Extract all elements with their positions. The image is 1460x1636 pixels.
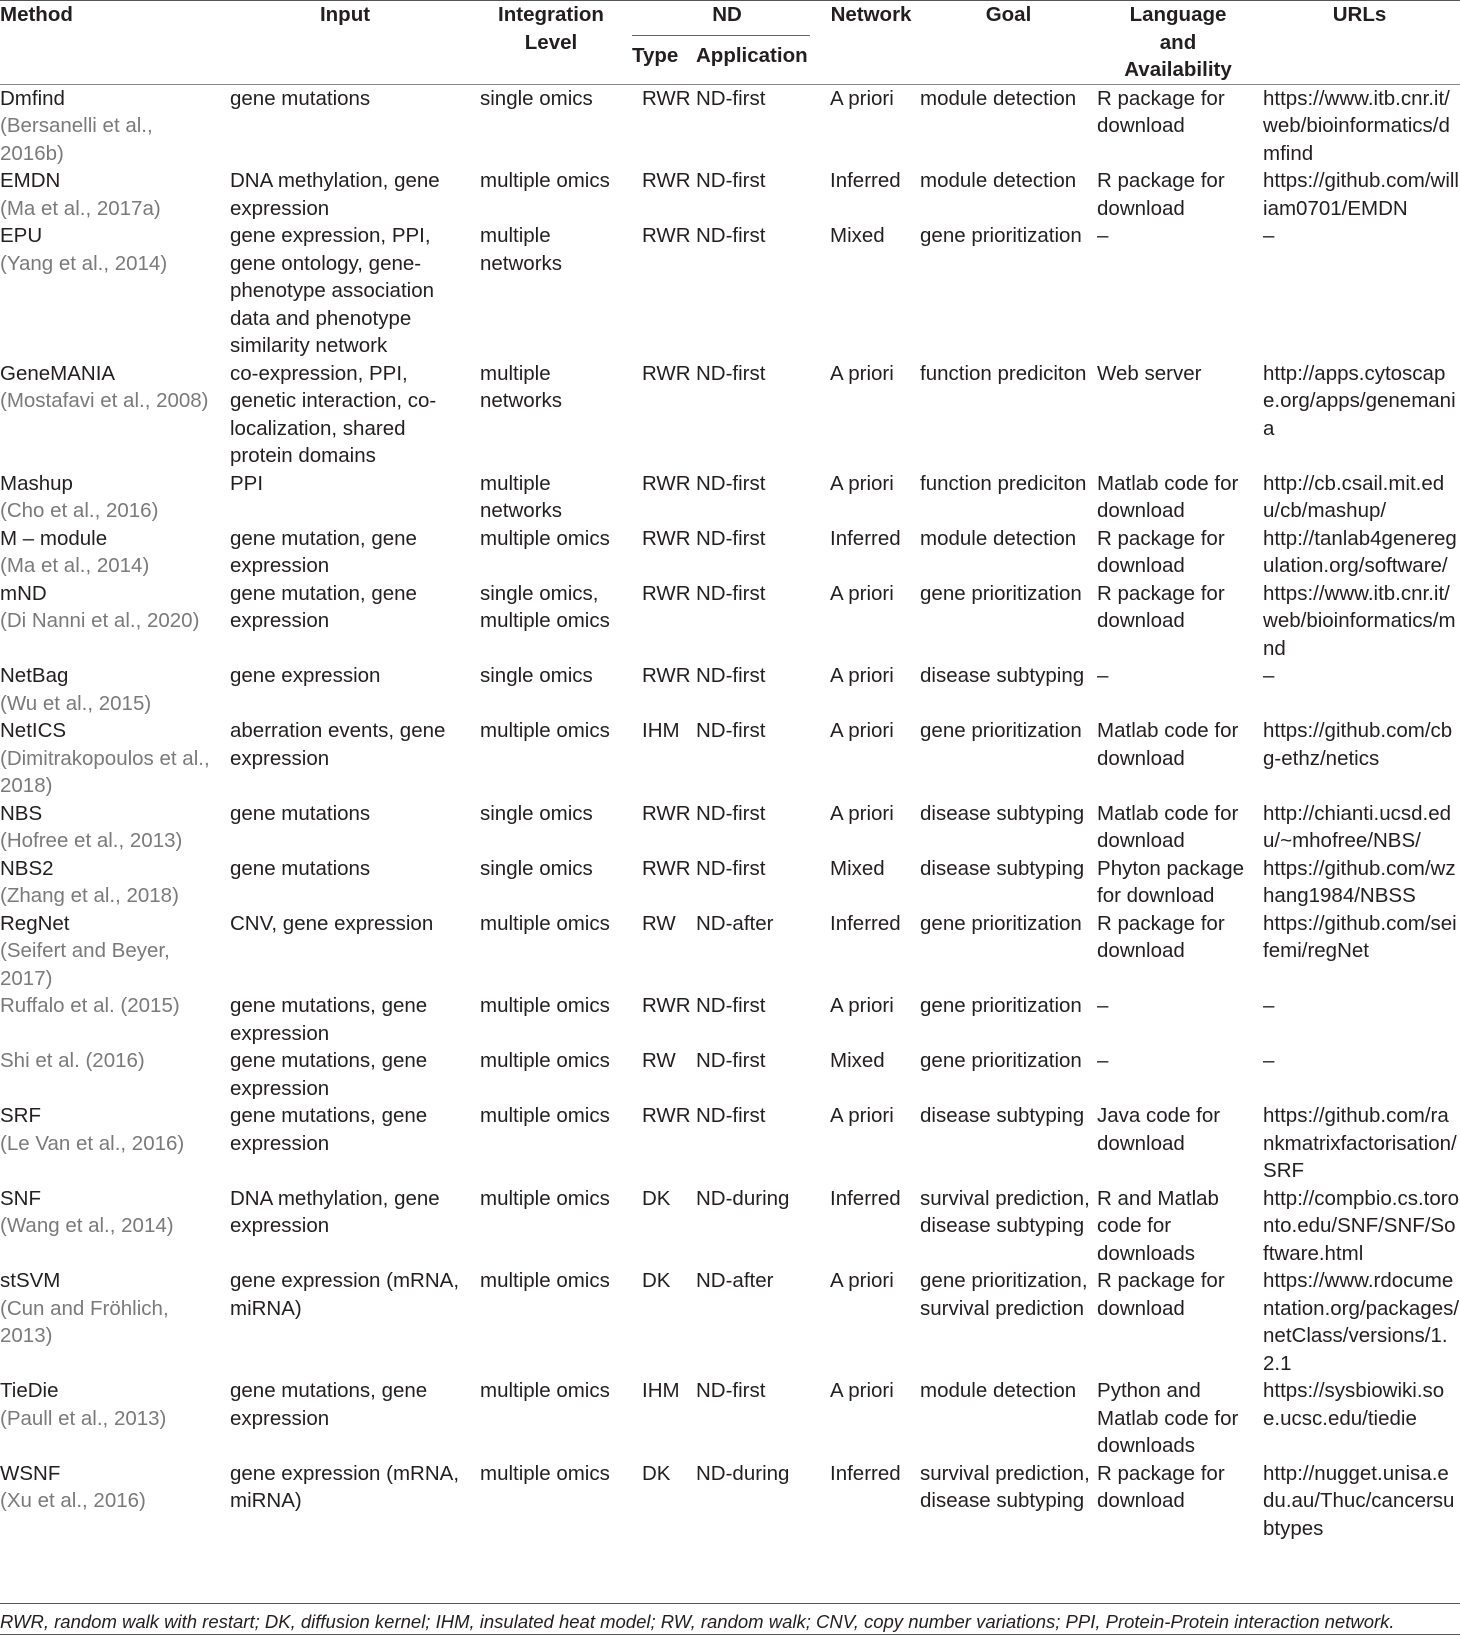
method-citation: (Di Nanni et al., 2020) — [0, 609, 200, 632]
network-cell: A priori — [830, 361, 894, 385]
language-cell: R package for download — [1097, 86, 1225, 137]
type-cell: RWR — [642, 526, 691, 550]
language-cell: Matlab code for download — [1097, 801, 1239, 852]
integration-cell: multiple omics — [480, 1104, 610, 1127]
type-cell: RW — [642, 911, 676, 935]
goal-cell: gene prioritization — [920, 1049, 1082, 1072]
url-cell: https://www.rdocumentation.org/packages/netClass/versions/1.2.1 — [1263, 1269, 1460, 1375]
table-row — [0, 1460, 1460, 1543]
method-citation: (Xu et al., 2016) — [0, 1489, 146, 1512]
application-cell: ND-first — [696, 664, 766, 687]
network-cell: A priori — [830, 664, 894, 687]
method-name: WSNF — [0, 1461, 61, 1485]
method-name: EPU — [0, 224, 43, 247]
language-cell: Web server — [1097, 361, 1202, 385]
table-row — [0, 525, 1460, 580]
url-cell: http://chianti.ucsd.edu/~mhofree/NBS/ — [1263, 801, 1452, 852]
integration-cell: multiple omics — [480, 1461, 610, 1485]
goal-cell: gene prioritization — [920, 994, 1082, 1017]
application-cell: ND-first — [696, 471, 766, 495]
table-row — [0, 222, 1460, 360]
type-cell: RWR — [642, 1104, 691, 1127]
method-name: NBS — [0, 801, 43, 825]
url-cell: http://cb.csail.mit.edu/cb/mashup/ — [1263, 471, 1445, 522]
method-citation: (Wu et al., 2015) — [0, 691, 152, 715]
method-cell — [0, 800, 220, 855]
application-cell: ND-first — [696, 1379, 766, 1402]
method-name: SNF — [0, 1186, 41, 1210]
application-cell: ND-first — [696, 1104, 766, 1127]
url-cell: http://compbio.cs.toronto.edu/SNF/SNF/Software.html — [1263, 1186, 1459, 1265]
url-cell: https://www.itb.cnr.it/web/bioinformatics/dmfind — [1263, 86, 1450, 165]
method-cell — [0, 1267, 220, 1377]
method-citation: Shi et al. (2016) — [0, 1049, 145, 1072]
method-citation: (Seifert and Beyer, 2017) — [0, 939, 170, 990]
input-cell: aberration events, gene expression — [230, 719, 446, 770]
table-row — [0, 1047, 1460, 1102]
method-name: Mashup — [0, 471, 73, 495]
language-cell: Python and Matlab code for downloads — [1097, 1379, 1239, 1457]
integration-header-text: Integration Level — [498, 3, 604, 54]
network-cell: A priori — [830, 801, 894, 825]
method-citation: (Ma et al., 2014) — [0, 554, 150, 577]
goal-cell: module detection — [920, 1379, 1077, 1402]
integration-cell: multiple omics — [480, 1379, 610, 1402]
goal-cell: function prediciton — [920, 361, 1087, 385]
method-cell — [0, 1102, 220, 1185]
type-cell: RWR — [642, 856, 691, 880]
network-cell: Inferred — [830, 911, 901, 935]
integration-cell: multiple omics — [480, 994, 610, 1017]
input-cell: gene mutation, gene expression — [230, 581, 417, 632]
method-citation: (Bersanelli et al., 2016b) — [0, 114, 153, 165]
url-cell: https://www.itb.cnr.it/web/bioinformatics/mnd — [1263, 581, 1456, 660]
integration-cell: multiple omics — [480, 1186, 610, 1210]
method-citation: (Yang et al., 2014) — [0, 251, 168, 275]
goal-cell: disease subtyping — [920, 1104, 1085, 1127]
language-cell: – — [1097, 1049, 1109, 1072]
table-row — [0, 167, 1460, 222]
goal-cell: gene prioritization — [920, 581, 1082, 605]
type-cell: RWR — [642, 994, 691, 1017]
url-cell: https://github.com/seifemi/regNet — [1263, 911, 1457, 962]
integration-cell: multiple omics — [480, 1269, 610, 1292]
integration-cell: single omics — [480, 856, 593, 880]
application-cell: ND-first — [696, 1049, 766, 1072]
network-cell: A priori — [830, 719, 894, 742]
language-cell: R package for download — [1097, 581, 1225, 632]
integration-cell: single omics — [480, 664, 593, 687]
col-type-header: Type — [632, 44, 679, 68]
application-cell: ND-first — [696, 856, 766, 880]
table-row — [0, 717, 1460, 800]
table-row — [0, 84, 1460, 167]
type-cell: RWR — [642, 224, 691, 247]
method-citation: (Cun and Fröhlich, 2013) — [0, 1296, 169, 1347]
goal-cell: gene prioritization — [920, 719, 1082, 742]
input-cell: gene expression — [230, 664, 381, 687]
application-cell: ND-first — [696, 361, 766, 385]
col-language-header — [1097, 1, 1259, 84]
goal-cell: survival prediction, disease subtyping — [920, 1186, 1090, 1237]
method-cell — [0, 662, 220, 717]
network-cell: A priori — [830, 1269, 894, 1292]
integration-cell: multiple networks — [480, 471, 563, 522]
goal-cell: gene prioritization, survival prediction — [920, 1269, 1088, 1320]
integration-cell: multiple omics — [480, 526, 610, 550]
method-name: M – module — [0, 526, 108, 550]
table-row — [0, 470, 1460, 525]
method-citation: (Zhang et al., 2018) — [0, 884, 179, 907]
language-cell: Phyton package for download — [1097, 856, 1245, 907]
input-cell: CNV, gene expression — [230, 911, 434, 935]
method-cell — [0, 717, 220, 800]
url-cell: https://github.com/rankmatrixfactorisation/SRF — [1263, 1104, 1457, 1182]
url-cell: – — [1263, 664, 1275, 687]
network-cell: Inferred — [830, 169, 901, 192]
method-cell — [0, 910, 220, 993]
url-cell: – — [1263, 224, 1275, 247]
integration-cell: multiple omics — [480, 911, 610, 935]
input-cell: gene mutations, gene expression — [230, 994, 428, 1045]
application-cell: ND-first — [696, 994, 766, 1017]
method-name: NBS2 — [0, 856, 54, 880]
language-header-text: Language and Availability — [1124, 3, 1232, 81]
language-cell: – — [1097, 994, 1109, 1017]
url-cell: https://github.com/william0701/EMDN — [1263, 169, 1459, 220]
goal-cell: survival prediction, disease subtyping — [920, 1461, 1090, 1512]
integration-cell: single omics — [480, 801, 593, 825]
input-cell: gene expression, PPI, gene ontology, gene-phenotype association data and phenotype similarity network — [230, 224, 435, 357]
table-row — [0, 910, 1460, 993]
type-cell: IHM — [642, 719, 680, 742]
table-row — [0, 855, 1460, 910]
method-citation: (Cho et al., 2016) — [0, 499, 159, 522]
type-cell: DK — [642, 1461, 671, 1485]
language-cell: Java code for download — [1097, 1104, 1221, 1155]
method-name: NetBag — [0, 664, 69, 687]
type-cell: RW — [642, 1049, 676, 1072]
table-row — [0, 360, 1460, 470]
goal-cell: gene prioritization — [920, 911, 1082, 935]
url-cell: http://tanlab4generegulation.org/software/ — [1263, 526, 1457, 577]
application-cell: ND-first — [696, 86, 766, 110]
integration-cell: multiple networks — [480, 224, 563, 275]
network-cell: Mixed — [830, 1049, 885, 1072]
col-urls-header: URLs — [1259, 1, 1460, 84]
goal-cell: gene prioritization — [920, 224, 1082, 247]
input-cell: PPI — [230, 471, 264, 495]
url-cell: http://nugget.unisa.edu.au/Thuc/cancersubtypes — [1263, 1461, 1455, 1540]
table-row — [0, 1102, 1460, 1185]
input-cell: DNA methylation, gene expression — [230, 169, 440, 220]
type-cell: RWR — [642, 664, 691, 687]
integration-cell: single omics — [480, 86, 593, 110]
method-cell — [0, 580, 220, 663]
method-cell — [0, 470, 220, 525]
url-cell: https://github.com/cbg-ethz/netics — [1263, 719, 1453, 770]
method-name: GeneMANIA — [0, 361, 116, 385]
input-cell: gene mutation, gene expression — [230, 526, 417, 577]
network-cell: A priori — [830, 994, 894, 1017]
method-cell — [0, 360, 220, 470]
goal-cell: disease subtyping — [920, 801, 1085, 825]
type-cell: RWR — [642, 86, 691, 110]
input-cell: gene mutations — [230, 801, 371, 825]
goal-cell: disease subtyping — [920, 856, 1085, 880]
language-cell: R package for download — [1097, 1269, 1225, 1320]
network-cell: A priori — [830, 471, 894, 495]
goal-cell: function prediciton — [920, 471, 1087, 495]
goal-cell: module detection — [920, 86, 1077, 110]
table-header — [0, 1, 1460, 85]
application-cell: ND-first — [696, 169, 766, 192]
url-cell: https://github.com/wzhang1984/NBSS — [1263, 856, 1456, 907]
network-cell: A priori — [830, 86, 894, 110]
method-name: NetICS — [0, 719, 67, 742]
application-cell: ND-during — [696, 1461, 790, 1485]
method-citation: (Hofree et al., 2013) — [0, 829, 183, 852]
network-cell: Inferred — [830, 1461, 901, 1485]
col-goal-header: Goal — [920, 1, 1097, 84]
method-citation: (Paull et al., 2013) — [0, 1406, 167, 1430]
application-cell: ND-after — [696, 911, 774, 935]
application-cell: ND-first — [696, 719, 766, 742]
col-integration-header — [470, 1, 632, 84]
col-method-header: Method — [0, 1, 220, 84]
table-row — [0, 580, 1460, 663]
url-cell: – — [1263, 994, 1275, 1017]
application-cell: ND-first — [696, 581, 766, 605]
method-cell — [0, 1047, 220, 1102]
application-cell: ND-after — [696, 1269, 774, 1292]
application-cell: ND-first — [696, 224, 766, 247]
goal-cell: module detection — [920, 169, 1077, 192]
url-cell: https://sysbiowiki.soe.ucsc.edu/tiedie — [1263, 1379, 1445, 1430]
table-row — [0, 662, 1460, 717]
col-input-header: Input — [220, 1, 470, 84]
method-name: SRF — [0, 1104, 41, 1127]
network-cell: Mixed — [830, 856, 885, 880]
input-cell: co-expression, PPI, genetic interaction, co-localization, shared protein domains — [230, 361, 437, 467]
language-cell: R package for download — [1097, 169, 1225, 220]
method-cell — [0, 1185, 220, 1268]
type-cell: RWR — [642, 361, 691, 385]
input-cell: DNA methylation, gene expression — [230, 1186, 440, 1237]
integration-cell: multiple networks — [480, 361, 563, 412]
input-cell: gene mutations, gene expression — [230, 1379, 428, 1430]
url-cell: – — [1263, 1049, 1275, 1072]
nd-divider — [632, 35, 810, 36]
method-cell — [0, 84, 220, 167]
method-cell — [0, 1460, 220, 1543]
col-application-header: Application — [696, 44, 808, 68]
nd-header-text: ND — [712, 3, 742, 26]
language-cell: R package for download — [1097, 526, 1225, 577]
language-cell: R package for download — [1097, 911, 1225, 962]
method-citation: Ruffalo et al. (2015) — [0, 994, 180, 1017]
integration-cell: multiple omics — [480, 719, 610, 742]
network-cell: Inferred — [830, 1186, 901, 1210]
language-cell: Matlab code for download — [1097, 471, 1239, 522]
method-name: Dmfind — [0, 86, 65, 110]
type-cell: IHM — [642, 1379, 680, 1402]
url-cell: http://apps.cytoscape.org/apps/genemania — [1263, 361, 1456, 440]
network-cell: A priori — [830, 1104, 894, 1127]
input-cell: gene expression (mRNA, miRNA) — [230, 1269, 460, 1320]
type-cell: DK — [642, 1269, 671, 1292]
method-cell — [0, 167, 220, 222]
type-cell: RWR — [642, 169, 691, 192]
bottom-rule — [0, 1634, 1460, 1635]
footnote: RWR, random walk with restart; DK, diffusion kernel; IHM, insulated heat model; RW, random walk; CNV, copy number variations; PPI, Protein-Protein interaction network. — [0, 1603, 1460, 1635]
goal-cell: disease subtyping — [920, 664, 1085, 687]
table-row — [0, 800, 1460, 855]
input-cell: gene mutations, gene expression — [230, 1049, 428, 1100]
language-cell: – — [1097, 224, 1109, 247]
method-cell — [0, 525, 220, 580]
integration-cell: multiple omics — [480, 1049, 610, 1072]
method-name: mND — [0, 581, 47, 605]
network-cell: A priori — [830, 581, 894, 605]
goal-cell: module detection — [920, 526, 1077, 550]
method-citation: (Le Van et al., 2016) — [0, 1131, 185, 1155]
method-cell — [0, 222, 220, 360]
method-citation: (Wang et al., 2014) — [0, 1214, 174, 1237]
type-cell: RWR — [642, 801, 691, 825]
col-network-header: Network — [822, 1, 920, 84]
method-name: stSVM — [0, 1269, 61, 1292]
application-cell: ND-during — [696, 1186, 790, 1210]
method-name: TieDie — [0, 1379, 59, 1402]
method-cell — [0, 992, 220, 1047]
method-cell — [0, 855, 220, 910]
input-cell: gene mutations — [230, 86, 371, 110]
method-name: RegNet — [0, 911, 70, 935]
network-cell: A priori — [830, 1379, 894, 1402]
table-row — [0, 992, 1460, 1047]
application-cell: ND-first — [696, 801, 766, 825]
language-cell: R and Matlab code for downloads — [1097, 1186, 1219, 1265]
language-cell: R package for download — [1097, 1461, 1225, 1512]
table-row — [0, 1185, 1460, 1268]
input-cell: gene expression (mRNA, miRNA) — [230, 1461, 460, 1512]
integration-cell: single omics, multiple omics — [480, 581, 610, 632]
language-cell: – — [1097, 664, 1109, 687]
method-citation: (Dimitrakopoulos et al., 2018) — [0, 746, 210, 797]
input-cell: gene mutations — [230, 856, 371, 880]
network-cell: Mixed — [830, 224, 885, 247]
application-cell: ND-first — [696, 526, 766, 550]
table-row — [0, 1377, 1460, 1460]
type-cell: DK — [642, 1186, 671, 1210]
network-cell: Inferred — [830, 526, 901, 550]
language-cell: Matlab code for download — [1097, 719, 1239, 770]
method-citation: (Ma et al., 2017a) — [0, 196, 161, 220]
method-citation: (Mostafavi et al., 2008) — [0, 389, 209, 412]
method-cell — [0, 1377, 220, 1460]
type-cell: RWR — [642, 471, 691, 495]
method-name: EMDN — [0, 169, 61, 192]
table-row — [0, 1267, 1460, 1377]
input-cell: gene mutations, gene expression — [230, 1104, 428, 1155]
type-cell: RWR — [642, 581, 691, 605]
table-body — [0, 84, 1460, 1542]
integration-cell: multiple omics — [480, 169, 610, 192]
col-nd-header — [632, 1, 822, 43]
